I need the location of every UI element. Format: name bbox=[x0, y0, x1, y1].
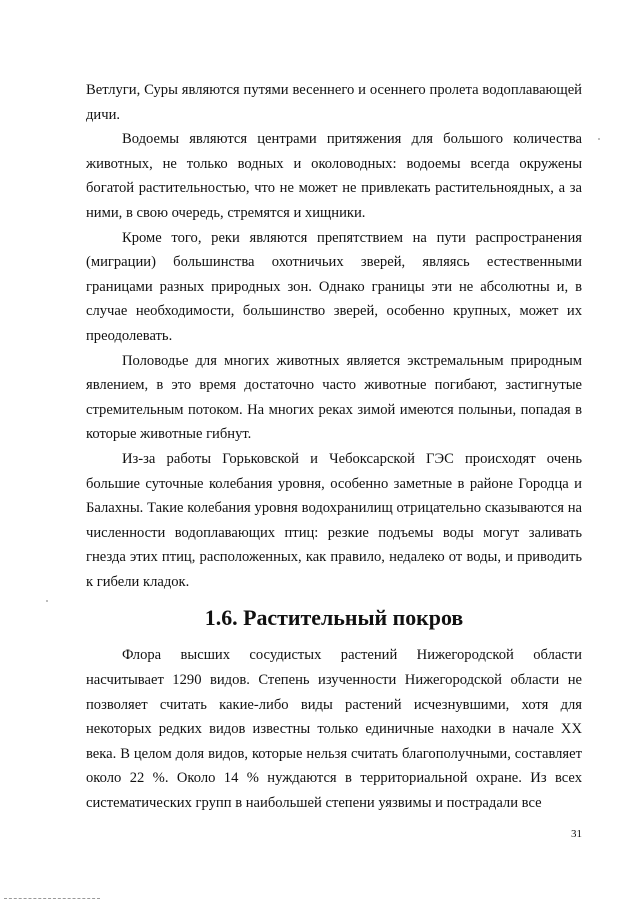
paragraph-water-bodies: Водоемы являются центрами притяжения для большого количества животных, не только водных и околоводных: водоемы всегда окружены богатой растительностью, что не может не привлекать растительноядных, а за ними, в свою очередь, стремятся и хищники. bbox=[86, 131, 582, 221]
paragraph-flora: Флора высших сосудистых растений Нижегородской области насчитывает 1290 видов. Степень изученности Нижегородской области не позволяет считать какие-либо виды растений исчезнувшими, хотя для некоторых редких видов известны только единичные находки в начале XX века. В целом доля видов, которые нельзя считать благополучными, составляет около 22 %. Около 14 % нуждаются в территориальной охране. Из всех систематических групп в наибольшей степени уязвимы и пострадали все bbox=[86, 647, 582, 812]
paragraph-rivers-barrier: Кроме того, реки являются препятствием на пути распространения (миграции) большинства охотничьих зверей, являясь естественными границами разных природных зон. Однако границы эти не абсолютны и, в случае необходимости, большинство зверей, особенно крупных, может их преодолевать. bbox=[86, 229, 582, 344]
scan-artifact-dot bbox=[598, 138, 600, 140]
paragraph-flood: Половодье для многих животных является экстремальным природным явлением, в это время достаточно часто животные погибают, застигнутые стремительным потоком. На многих реках зимой имеются полыньи, попадая в которые животные гибнут. bbox=[86, 352, 582, 443]
body-text bbox=[86, 78, 582, 816]
paragraph-hydro-stations: Из-за работы Горьковской и Чебоксарской ГЭС происходят очень большие суточные колебания уровня, особенно заметные в районе Городца и Балахны. Такие колебания уровня водохранилищ отрицательно сказываются на численности водоплавающих птиц: резкие подъемы воды могут заливать гнезда этих птиц, расположенных, как правило, недалеко от воды, и приводить к гибели кладок. bbox=[86, 450, 582, 590]
page-number: 31 bbox=[571, 828, 582, 840]
section-heading: 1.6. Растительный покров bbox=[204, 605, 464, 631]
scan-artifact-dot bbox=[46, 600, 48, 602]
scan-artifact-line bbox=[4, 898, 100, 899]
paragraph-continuation: Ветлуги, Суры являются путями весеннего и осеннего пролета водоплавающей дичи. bbox=[86, 82, 582, 123]
